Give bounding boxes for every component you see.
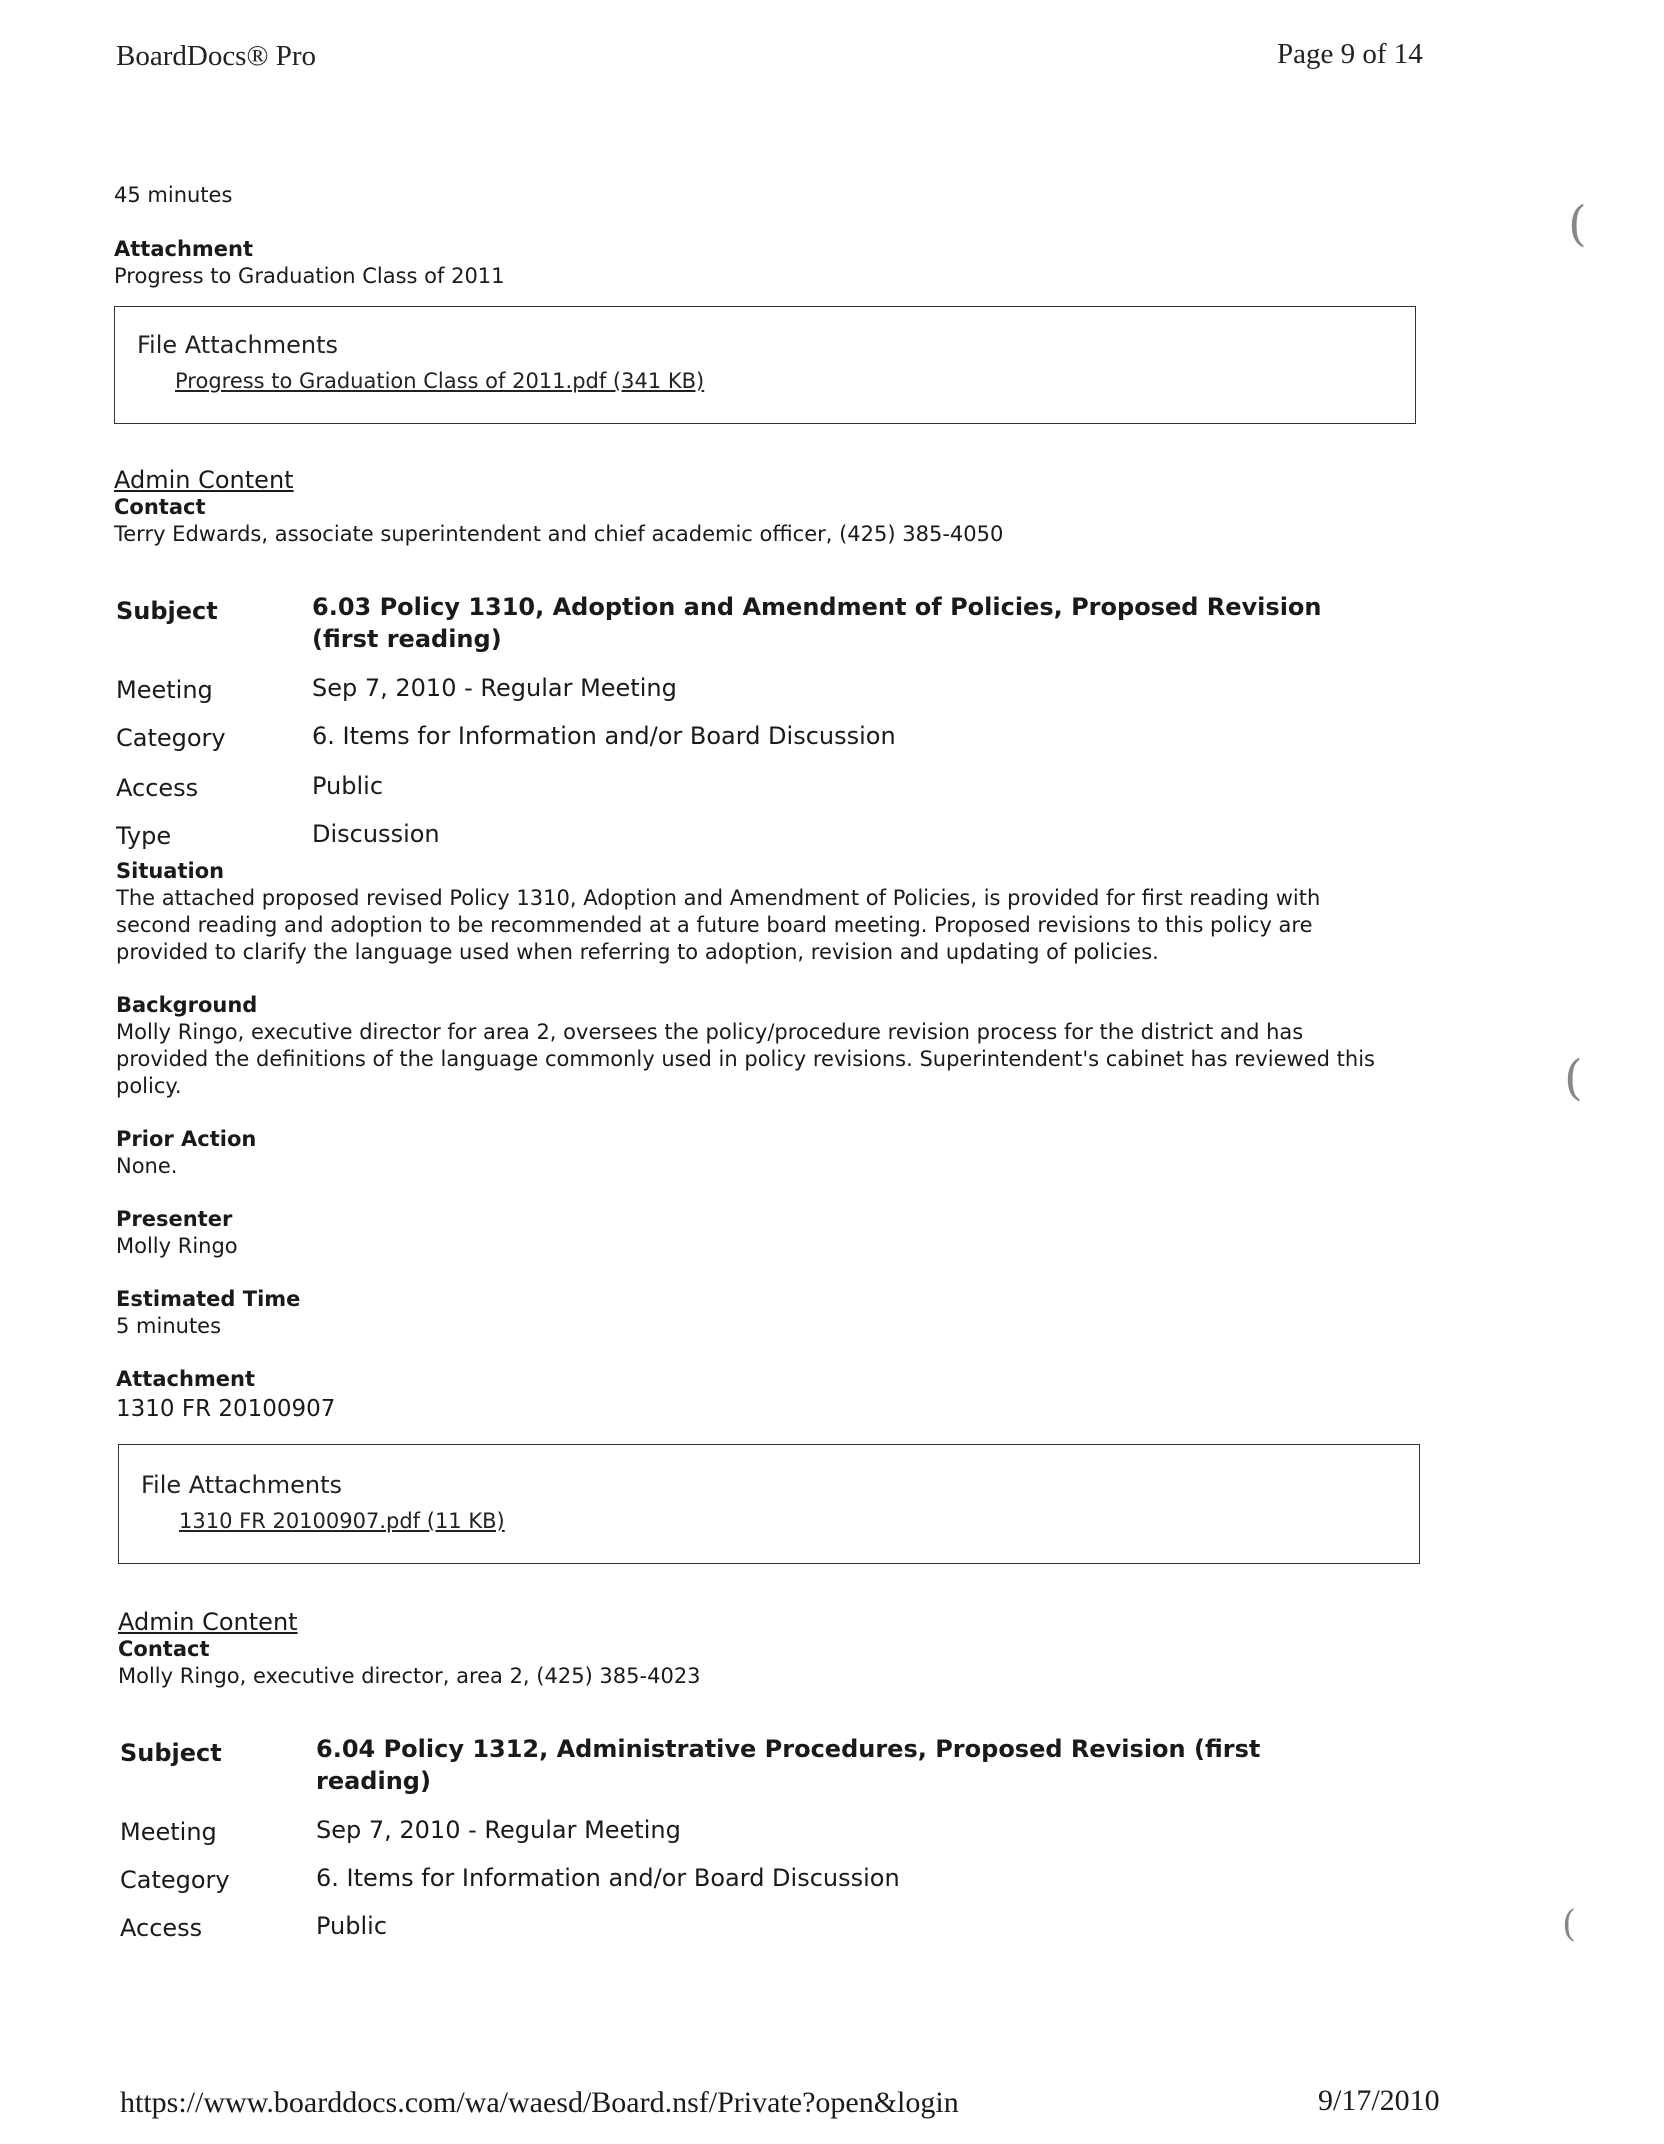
type-value: Discussion	[312, 820, 440, 848]
situation-label: Situation	[116, 859, 225, 883]
contact-label: Contact	[114, 495, 206, 519]
contact-label: Contact	[118, 1637, 210, 1661]
meeting-label: Meeting	[120, 1818, 217, 1846]
situation-line: second reading and adoption to be recommended at a future board meeting. Proposed revisions to this policy are	[116, 913, 1313, 937]
footer-date: 9/17/2010	[1318, 2084, 1440, 2117]
scan-mark: (	[1562, 1904, 1577, 1945]
attachment-text: Progress to Graduation Class of 2011	[114, 264, 505, 288]
subject-title-line1: 6.04 Policy 1312, Administrative Procedures, Proposed Revision (first	[316, 1735, 1261, 1763]
situation-section	[116, 858, 1320, 966]
situation-line: provided to clarify the language used when referring to adoption, revision and updating of policies.	[116, 940, 1159, 964]
contact-text: Terry Edwards, associate superintendent and chief academic officer, (425) 385-4050	[114, 522, 1004, 546]
subject-label: Subject	[116, 597, 218, 625]
category-value: 6. Items for Information and/or Board Discussion	[312, 722, 896, 750]
admin-content	[118, 1608, 298, 1636]
estimated-time-text: 5 minutes	[116, 1314, 222, 1338]
prior-action-text: None.	[116, 1154, 178, 1178]
background-line: policy.	[116, 1074, 182, 1098]
attachment-section	[116, 1366, 335, 1425]
page-number: Page 9 of 14	[1277, 38, 1423, 70]
situation-line: The attached proposed revised Policy 1310, Adoption and Amendment of Policies, is provided for first reading with	[116, 886, 1321, 910]
scan-mark: (	[1564, 1050, 1583, 1106]
access-value: Public	[312, 772, 384, 800]
attachment-text: 1310 FR 20100907	[116, 1396, 336, 1422]
prior-action-section	[116, 1126, 256, 1180]
subject-title-line1: 6.03 Policy 1310, Adoption and Amendment of Policies, Proposed Revision	[312, 593, 1322, 621]
meeting-value: Sep 7, 2010 - Regular Meeting	[312, 674, 677, 702]
background-line: Molly Ringo, executive director for area 2, oversees the policy/procedure revision process for the district and has	[116, 1020, 1304, 1044]
subject-label: Subject	[120, 1739, 222, 1767]
meeting-value: Sep 7, 2010 - Regular Meeting	[316, 1816, 681, 1844]
admin-content-link[interactable]: Admin Content	[118, 1608, 298, 1636]
file-attachments-box	[118, 1444, 1420, 1564]
scan-mark: (	[1568, 196, 1587, 252]
estimated-time-section	[116, 1286, 300, 1340]
presenter-section	[116, 1206, 238, 1260]
subject-title-line2: (first reading)	[312, 625, 502, 653]
estimated-time-label: Estimated Time	[116, 1287, 301, 1311]
file-attachment-link[interactable]: Progress to Graduation Class of 2011.pdf (341 KB)	[175, 369, 705, 393]
background-section	[116, 992, 1375, 1100]
contact-text: Molly Ringo, executive director, area 2, (425) 385-4023	[118, 1664, 701, 1688]
access-value: Public	[316, 1912, 388, 1940]
background-label: Background	[116, 993, 258, 1017]
file-attachment-link[interactable]: 1310 FR 20100907.pdf (11 KB)	[179, 1509, 505, 1533]
prior-action-label: Prior Action	[116, 1127, 257, 1151]
background-line: provided the definitions of the language commonly used in policy revisions. Superintendent's cabinet has reviewed this	[116, 1047, 1375, 1071]
type-label: Type	[116, 822, 172, 850]
presenter-label: Presenter	[116, 1207, 233, 1231]
contact-section	[114, 494, 1003, 548]
contact-section	[118, 1636, 701, 1690]
category-label: Category	[116, 724, 226, 752]
duration-text: 45 minutes	[114, 183, 233, 207]
attachment-label: Attachment	[116, 1367, 256, 1391]
category-label: Category	[120, 1866, 230, 1894]
attachment-label: Attachment	[114, 237, 254, 261]
app-title: BoardDocs® Pro	[116, 40, 317, 72]
access-label: Access	[116, 774, 199, 802]
category-value: 6. Items for Information and/or Board Discussion	[316, 1864, 900, 1892]
attachment-section	[114, 236, 505, 290]
admin-content-link[interactable]: Admin Content	[114, 466, 294, 494]
footer-url: https://www.boarddocs.com/wa/waesd/Board.nsf/Private?open&login	[120, 2086, 959, 2119]
presenter-text: Molly Ringo	[116, 1234, 238, 1258]
meeting-label: Meeting	[116, 676, 213, 704]
file-attachments-box	[114, 306, 1416, 424]
file-attachments-title: File Attachments	[137, 331, 338, 359]
access-label: Access	[120, 1914, 203, 1942]
file-attachments-title: File Attachments	[141, 1471, 342, 1499]
admin-content	[114, 466, 294, 494]
subject-title-line2: reading)	[316, 1767, 431, 1795]
